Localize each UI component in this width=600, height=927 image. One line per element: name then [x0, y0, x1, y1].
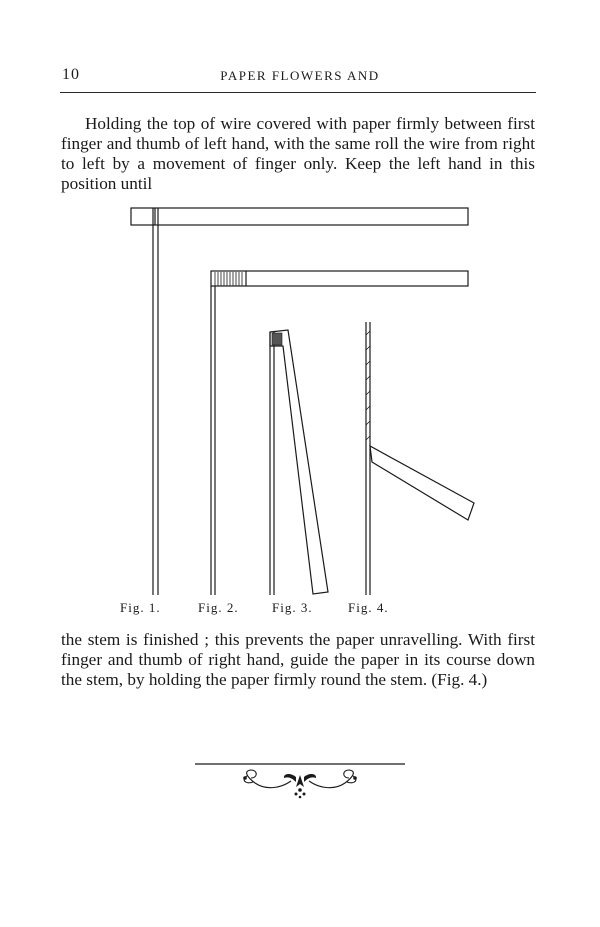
fig-1-caption: Fig. 1. — [120, 600, 161, 615]
header-rule — [60, 92, 536, 93]
floral-tailpiece-icon — [195, 755, 405, 805]
fig-2-drawing — [211, 271, 468, 595]
fig-3-drawing — [270, 330, 328, 595]
fig-2-caption: Fig. 2. — [198, 600, 239, 615]
page-number: 10 — [62, 66, 80, 83]
figure-illustration — [0, 195, 600, 625]
running-head: PAPER FLOWERS AND — [220, 68, 380, 83]
fig-3-caption: Fig. 3. — [272, 600, 313, 615]
fig-4-caption: Fig. 4. — [348, 600, 389, 615]
paragraph-top: Holding the top of wire covered with paper firmly between first finger and thumb of left hand, with the same roll the wire from right to left by a movement of finger only. Keep the left hand in this position until — [61, 114, 535, 193]
fig-4-drawing — [366, 322, 474, 595]
paragraph-bottom: the stem is finished ; this prevents the paper unravelling. With first finger and thumb of right hand, guide the paper in its course down the stem, by holding the paper firmly round the stem. (Fig. 4.) — [61, 630, 535, 689]
